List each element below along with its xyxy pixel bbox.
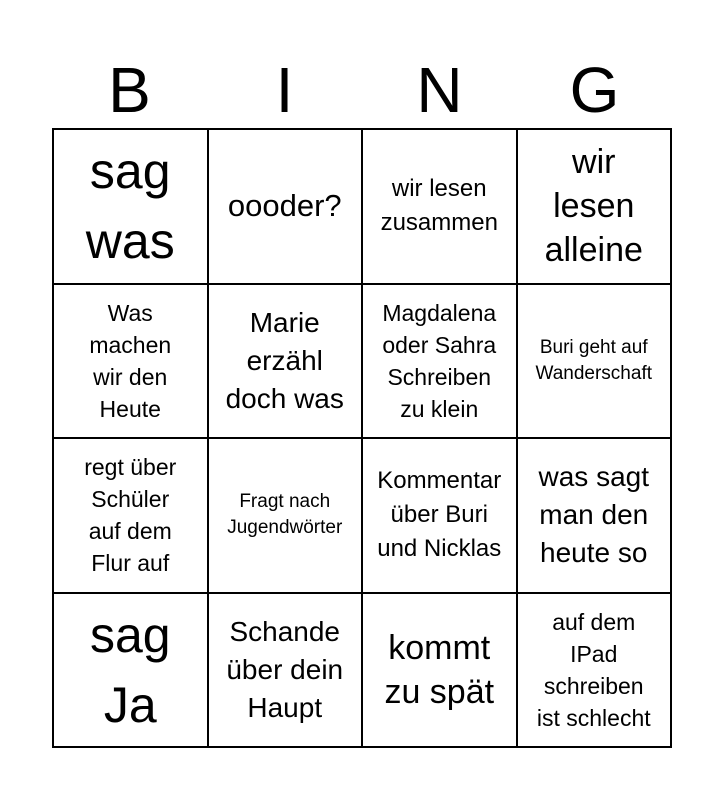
bingo-cell: [518, 285, 673, 440]
cell-text: Schande über dein Haupt: [226, 615, 344, 723]
cell-text: oooder?: [227, 188, 342, 224]
bingo-cell: [363, 594, 518, 749]
cell-text: wir lesen alleine: [544, 143, 643, 270]
bingo-cell: [54, 594, 209, 749]
bingo-cell: [209, 594, 364, 749]
bingo-cell: [363, 439, 518, 594]
cell-text: Magdalena oder Sahra Schreiben zu klein: [382, 299, 497, 422]
header-letter-i: I: [275, 54, 294, 126]
bingo-cell: [518, 439, 673, 594]
header-letter-g: G: [569, 54, 620, 126]
cell-text: kommt zu spät: [384, 628, 495, 711]
cell-text: Marie erzähl doch was: [225, 306, 344, 414]
cell-text: sag was: [85, 143, 175, 270]
bingo-cell: [54, 130, 209, 285]
bingo-cell: [518, 130, 673, 285]
bingo-cell: [518, 594, 673, 749]
cell-text: Buri geht auf Wanderschaft: [535, 336, 652, 384]
cell-text: wir lesen zusammen: [380, 175, 498, 237]
cell-text: regt über Schüler auf dem Flur auf: [84, 454, 177, 577]
cell-text: auf dem IPad schreiben ist schlecht: [536, 608, 651, 731]
cell-text: sag Ja: [89, 606, 171, 733]
bingo-cell: [54, 439, 209, 594]
header-letter-n: N: [416, 54, 463, 126]
header-letter-b: B: [108, 54, 151, 126]
cell-text: Fragt nach Jugendwörter: [227, 491, 343, 539]
bingo-cell: [363, 285, 518, 440]
bingo-cell: [209, 130, 364, 285]
bingo-cell: [363, 130, 518, 285]
cell-text: was sagt man den heute so: [538, 461, 649, 569]
cell-text: Kommentar über Buri und Nicklas: [377, 467, 502, 563]
cell-text: Was machen wir den Heute: [89, 299, 172, 422]
bingo-header: [52, 52, 672, 128]
bingo-cell: [209, 439, 364, 594]
bingo-cell: [209, 285, 364, 440]
bingo-cell: [54, 285, 209, 440]
bingo-grid: [52, 128, 672, 748]
